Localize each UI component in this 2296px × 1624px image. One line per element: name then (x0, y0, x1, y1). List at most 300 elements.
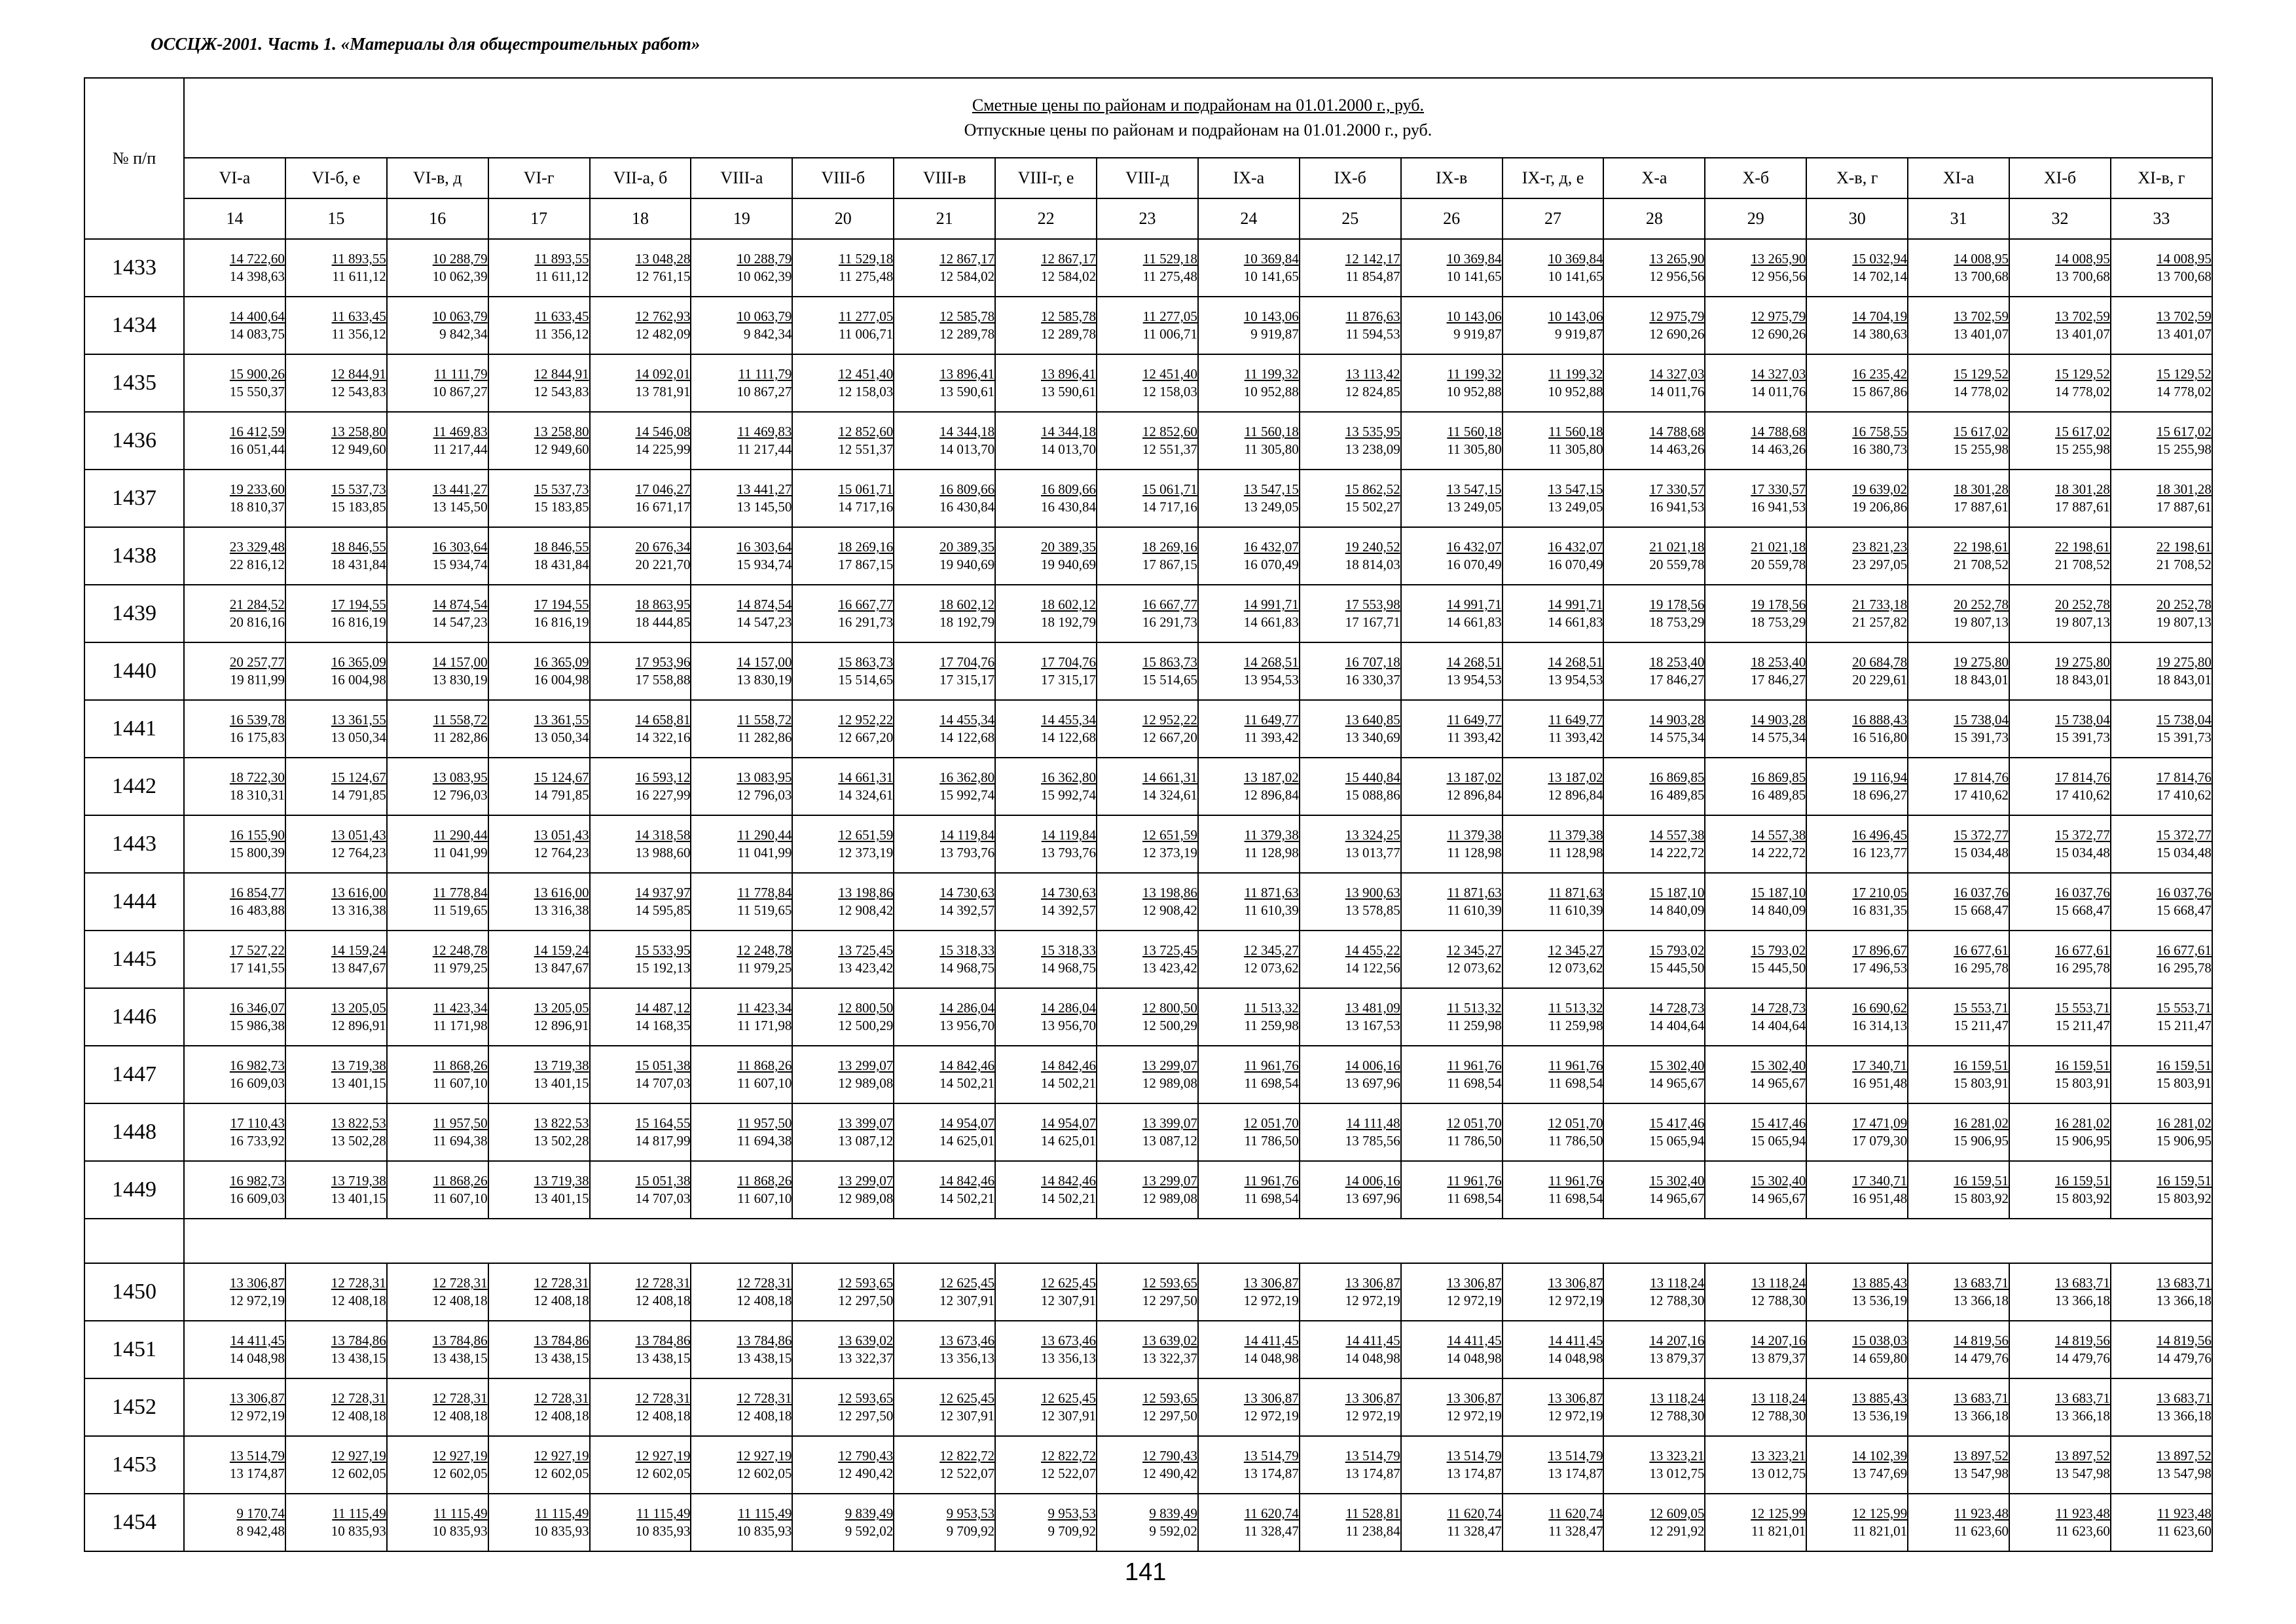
price-cell (488, 1321, 590, 1378)
estimate-price: 15 164,55 (635, 1115, 691, 1131)
estimate-price: 18 269,16 (1142, 539, 1197, 555)
release-price: 17 887,61 (2156, 499, 2212, 515)
price-cell (590, 758, 691, 815)
release-price: 11 519,65 (737, 902, 792, 918)
estimate-price: 15 129,52 (2156, 366, 2212, 382)
price-cell (184, 1436, 285, 1494)
price-cell (1401, 931, 1503, 988)
release-price: 11 259,98 (1447, 1018, 1502, 1033)
release-price: 14 463,26 (1649, 441, 1705, 457)
estimate-price: 16 432,07 (1548, 539, 1603, 555)
price-cell (1908, 527, 2009, 585)
release-price: 13 700,68 (2156, 268, 2212, 284)
price-cell (1705, 527, 1806, 585)
price-cell (792, 1263, 894, 1321)
release-price: 15 211,47 (1954, 1018, 2009, 1033)
region-header: VI-в, д (387, 158, 488, 198)
estimate-price: 17 471,09 (1852, 1115, 1908, 1131)
estimate-price: 12 927,19 (331, 1448, 386, 1464)
estimate-price: 13 481,09 (1345, 1000, 1400, 1016)
release-price: 20 559,78 (1649, 557, 1705, 572)
release-price: 16 004,98 (331, 672, 386, 688)
row-number: 1436 (84, 412, 184, 470)
estimate-price: 12 125,99 (1852, 1505, 1908, 1521)
release-price: 12 408,18 (432, 1408, 488, 1424)
price-cell (1603, 815, 1705, 873)
price-cell (995, 585, 1097, 642)
estimate-price: 14 159,24 (534, 942, 589, 958)
release-price: 16 951,48 (1852, 1075, 1908, 1091)
column-number: 32 (2009, 198, 2111, 239)
estimate-price: 14 788,68 (1751, 424, 1806, 439)
release-price: 11 821,01 (1852, 1523, 1908, 1539)
estimate-price: 13 306,87 (1548, 1390, 1603, 1406)
release-price: 11 238,84 (1345, 1523, 1400, 1539)
estimate-price: 16 496,45 (1852, 827, 1908, 843)
release-price: 12 500,29 (1142, 1018, 1197, 1033)
estimate-price: 13 514,79 (1345, 1448, 1400, 1464)
release-price: 16 227,99 (635, 787, 691, 803)
price-cell (1198, 1046, 1300, 1103)
estimate-price: 13 547,15 (1243, 481, 1299, 497)
estimate-price: 12 975,79 (1649, 308, 1705, 324)
price-cell (995, 931, 1097, 988)
price-cell (2111, 1103, 2212, 1161)
release-price: 13 366,18 (2054, 1408, 2110, 1424)
estimate-price: 16 854,77 (229, 885, 285, 900)
estimate-price: 13 900,63 (1345, 885, 1400, 900)
price-cell (1603, 931, 1705, 988)
price-cell (2111, 642, 2212, 700)
release-price: 13 956,70 (939, 1018, 995, 1033)
table-row (84, 873, 2212, 931)
price-cell (894, 1378, 995, 1436)
estimate-price: 16 281,02 (2156, 1115, 2212, 1131)
price-cell (894, 297, 995, 354)
release-price: 15 065,94 (1649, 1133, 1705, 1149)
release-price: 15 065,94 (1751, 1133, 1806, 1149)
release-price: 11 786,50 (1244, 1133, 1299, 1149)
estimate-price: 13 083,95 (737, 769, 792, 785)
release-price: 14 322,16 (635, 729, 691, 745)
estimate-price: 11 379,38 (1244, 827, 1299, 843)
release-price: 16 941,53 (1649, 499, 1705, 515)
release-price: 13 578,85 (1345, 902, 1400, 918)
price-cell (2009, 873, 2111, 931)
release-price: 14 048,98 (1345, 1350, 1400, 1366)
price-cell (1300, 1103, 1401, 1161)
price-cell (285, 297, 387, 354)
price-cell (1097, 873, 1198, 931)
estimate-price: 12 585,78 (939, 308, 995, 324)
price-cell (995, 239, 1097, 297)
price-cell (387, 1046, 488, 1103)
estimate-price: 13 683,71 (1954, 1390, 2009, 1406)
release-price: 13 174,87 (229, 1466, 285, 1481)
release-price: 12 490,42 (1142, 1466, 1197, 1481)
release-price: 18 696,27 (1852, 787, 1908, 803)
estimate-price: 11 961,76 (1548, 1173, 1603, 1189)
release-price: 15 906,95 (2156, 1133, 2212, 1149)
estimate-price: 18 269,16 (838, 539, 894, 555)
estimate-price: 13 702,59 (2054, 308, 2110, 324)
estimate-price: 13 514,79 (1243, 1448, 1299, 1464)
column-number: 24 (1198, 198, 1300, 239)
price-cell (691, 1161, 792, 1219)
estimate-price: 13 640,85 (1345, 712, 1400, 728)
release-price: 12 972,19 (1548, 1293, 1603, 1308)
estimate-price: 15 440,84 (1345, 769, 1400, 785)
estimate-price: 18 602,12 (939, 597, 995, 612)
release-price: 14 502,21 (939, 1075, 995, 1091)
price-cell (1300, 815, 1401, 873)
release-price: 14 575,34 (1751, 729, 1806, 745)
price-cell (1908, 700, 2009, 758)
estimate-price: 13 784,86 (331, 1333, 386, 1348)
release-price: 11 979,25 (737, 960, 792, 976)
table-row (84, 470, 2212, 527)
estimate-price: 13 535,95 (1345, 424, 1400, 439)
release-price: 13 340,69 (1345, 729, 1400, 745)
release-price: 15 800,39 (229, 845, 285, 860)
price-cell (792, 470, 894, 527)
document-header: ОССЦЖ-2001. Часть 1. «Материалы для общестроительных работ» (151, 34, 701, 54)
release-price: 12 896,91 (331, 1018, 386, 1033)
release-price: 12 972,19 (1345, 1293, 1400, 1308)
release-price: 14 840,09 (1751, 902, 1806, 918)
price-cell (2009, 1321, 2111, 1378)
price-cell (387, 1436, 488, 1494)
price-cell (995, 297, 1097, 354)
price-cell (285, 1046, 387, 1103)
release-price: 13 401,15 (331, 1075, 386, 1091)
price-cell (1503, 1046, 1604, 1103)
price-cell (1401, 297, 1503, 354)
price-cell (1603, 470, 1705, 527)
price-cell (1300, 1494, 1401, 1551)
release-price: 17 410,62 (1954, 787, 2009, 803)
price-cell (1401, 815, 1503, 873)
release-price: 12 408,18 (534, 1408, 589, 1424)
release-price: 11 259,98 (1548, 1018, 1603, 1033)
region-header: VIII-а (691, 158, 792, 198)
price-cell (1503, 758, 1604, 815)
price-cell (2111, 815, 2212, 873)
estimate-price: 14 207,16 (1751, 1333, 1806, 1348)
price-cell (1503, 1263, 1604, 1321)
estimate-price: 11 290,44 (737, 827, 792, 843)
price-cell (590, 297, 691, 354)
estimate-price: 20 252,78 (2054, 597, 2110, 612)
price-cell (285, 527, 387, 585)
estimate-price: 17 553,98 (1345, 597, 1400, 612)
estimate-price: 15 129,52 (2054, 366, 2110, 382)
price-cell (894, 931, 995, 988)
price-cell (1401, 527, 1503, 585)
price-cell (1908, 412, 2009, 470)
price-cell (1503, 412, 1604, 470)
estimate-price: 22 198,61 (2156, 539, 2212, 555)
release-price: 15 192,13 (635, 960, 691, 976)
release-price: 15 183,85 (534, 499, 589, 515)
release-price: 11 305,80 (1447, 441, 1502, 457)
release-price: 10 835,93 (635, 1523, 691, 1539)
price-cell (2111, 1046, 2212, 1103)
estimate-price: 14 411,45 (1548, 1333, 1603, 1348)
release-price: 22 816,12 (229, 557, 285, 572)
estimate-price: 13 896,41 (1041, 366, 1097, 382)
release-price: 12 602,05 (737, 1466, 792, 1481)
estimate-price: 11 961,76 (1447, 1173, 1502, 1189)
release-price: 13 547,98 (2054, 1466, 2110, 1481)
price-cell (995, 873, 1097, 931)
table-row (84, 585, 2212, 642)
price-cell (1300, 873, 1401, 931)
price-cell (184, 297, 285, 354)
estimate-price: 19 233,60 (229, 481, 285, 497)
price-cell (1908, 239, 2009, 297)
estimate-price: 14 728,73 (1751, 1000, 1806, 1016)
price-cell (792, 642, 894, 700)
price-cell (1097, 527, 1198, 585)
price-cell (2111, 412, 2212, 470)
estimate-price: 13 897,52 (2054, 1448, 2110, 1464)
price-cell (1300, 297, 1401, 354)
estimate-price: 17 330,57 (1751, 481, 1806, 497)
price-cell (995, 1378, 1097, 1436)
price-cell (995, 1263, 1097, 1321)
price-cell (2009, 700, 2111, 758)
price-cell (1198, 700, 1300, 758)
estimate-price: 16 037,76 (2156, 885, 2212, 900)
price-cell (1908, 585, 2009, 642)
estimate-price: 13 784,86 (737, 1333, 792, 1348)
table-row (84, 412, 2212, 470)
release-price: 13 401,15 (534, 1075, 589, 1091)
estimate-price: 11 469,83 (433, 424, 488, 439)
release-price: 11 328,47 (1244, 1523, 1299, 1539)
estimate-price: 15 302,40 (1649, 1173, 1705, 1189)
release-price: 17 141,55 (229, 960, 285, 976)
estimate-price: 12 728,31 (432, 1390, 488, 1406)
column-number: 20 (792, 198, 894, 239)
release-price: 15 502,27 (1345, 499, 1400, 515)
estimate-price: 13 323,21 (1649, 1448, 1705, 1464)
estimate-price: 14 344,18 (939, 424, 995, 439)
row-number: 1438 (84, 527, 184, 585)
estimate-price: 11 277,05 (839, 308, 894, 324)
release-price: 13 401,15 (331, 1190, 386, 1206)
estimate-price: 15 302,40 (1751, 1173, 1806, 1189)
estimate-price: 11 778,84 (737, 885, 792, 900)
estimate-price: 11 923,48 (1954, 1505, 2009, 1521)
estimate-price: 13 514,79 (1446, 1448, 1502, 1464)
release-price: 13 322,37 (1142, 1350, 1197, 1366)
release-price: 16 489,85 (1751, 787, 1806, 803)
estimate-price: 14 344,18 (1041, 424, 1097, 439)
estimate-price: 23 329,48 (229, 539, 285, 555)
estimate-price: 20 389,35 (939, 539, 995, 555)
estimate-price: 12 593,65 (1142, 1275, 1197, 1291)
estimate-price: 14 455,34 (939, 712, 995, 728)
price-cell (184, 700, 285, 758)
estimate-price: 18 722,30 (229, 769, 285, 785)
release-price: 16 483,88 (229, 902, 285, 918)
estimate-price: 14 546,08 (635, 424, 691, 439)
price-cell (1401, 354, 1503, 412)
price-cell (590, 700, 691, 758)
estimate-price: 16 593,12 (635, 769, 691, 785)
price-cell (1198, 988, 1300, 1046)
estimate-price: 13 897,52 (2156, 1448, 2212, 1464)
estimate-price: 11 558,72 (433, 712, 488, 728)
estimate-price: 17 194,55 (534, 597, 589, 612)
release-price: 13 547,98 (1954, 1466, 2009, 1481)
price-cell (894, 1046, 995, 1103)
price-cell (2009, 1494, 2111, 1551)
release-price: 11 305,80 (1548, 441, 1603, 457)
estimate-price: 11 529,18 (1142, 251, 1197, 267)
release-price: 15 668,47 (2054, 902, 2110, 918)
estimate-price: 13 306,87 (1446, 1390, 1502, 1406)
release-price: 14 707,03 (635, 1190, 691, 1206)
release-price: 12 949,60 (331, 441, 386, 457)
estimate-price: 16 235,42 (1852, 366, 1908, 382)
price-cell (1705, 1103, 1806, 1161)
price-cell (1097, 1046, 1198, 1103)
release-price: 14 222,72 (1751, 845, 1806, 860)
estimate-price: 12 345,27 (1446, 942, 1502, 958)
price-cell (1908, 873, 2009, 931)
estimate-price: 15 553,71 (2054, 1000, 2110, 1016)
release-price: 16 831,35 (1852, 902, 1908, 918)
release-price: 13 700,68 (1954, 268, 2009, 284)
estimate-price: 21 021,18 (1649, 539, 1705, 555)
price-cell (1097, 239, 1198, 297)
price-cell (995, 988, 1097, 1046)
estimate-price: 14 092,01 (635, 366, 691, 382)
price-cell (1806, 585, 1908, 642)
price-cell (1503, 354, 1604, 412)
estimate-price: 13 299,07 (1142, 1058, 1197, 1073)
estimate-price: 12 800,50 (838, 1000, 894, 1016)
release-price: 15 391,73 (2156, 729, 2212, 745)
price-cell (590, 1046, 691, 1103)
release-price: 11 006,71 (839, 326, 894, 342)
price-cell (995, 1046, 1097, 1103)
row-number: 1450 (84, 1263, 184, 1321)
price-cell (1705, 988, 1806, 1046)
estimate-price: 17 340,71 (1852, 1058, 1908, 1073)
column-number: 25 (1300, 198, 1401, 239)
release-price: 10 835,93 (534, 1523, 589, 1539)
estimate-price: 11 649,77 (1244, 712, 1299, 728)
estimate-price: 12 051,70 (1446, 1115, 1502, 1131)
estimate-price: 19 178,56 (1751, 597, 1806, 612)
release-price: 14 965,67 (1649, 1075, 1705, 1091)
price-cell (792, 1494, 894, 1551)
release-price: 11 623,60 (2055, 1523, 2110, 1539)
price-cell (1097, 988, 1198, 1046)
release-price: 14 463,26 (1751, 441, 1806, 457)
estimate-price: 12 790,43 (838, 1448, 894, 1464)
estimate-price: 12 728,31 (737, 1275, 792, 1291)
price-cell (1503, 1161, 1604, 1219)
estimate-price: 21 733,18 (1852, 597, 1908, 612)
release-price: 10 867,27 (432, 384, 488, 399)
price-cell (387, 297, 488, 354)
price-cell (894, 470, 995, 527)
release-price: 14 659,80 (1852, 1350, 1908, 1366)
estimate-price: 16 159,51 (2054, 1058, 2110, 1073)
release-price: 12 989,08 (1142, 1190, 1197, 1206)
release-price: 14 791,85 (534, 787, 589, 803)
price-cell (1603, 988, 1705, 1046)
estimate-price: 14 954,07 (939, 1115, 995, 1131)
estimate-price: 16 707,18 (1345, 654, 1400, 670)
release-price: 15 034,48 (1954, 845, 2009, 860)
estimate-price: 16 869,85 (1649, 769, 1705, 785)
release-price: 14 502,21 (1041, 1075, 1097, 1091)
price-cell (1806, 642, 1908, 700)
release-price: 11 393,42 (1548, 729, 1603, 745)
estimate-price: 11 199,32 (1244, 366, 1299, 382)
release-price: 12 500,29 (838, 1018, 894, 1033)
price-cell (1097, 758, 1198, 815)
release-price: 10 952,88 (1243, 384, 1299, 399)
estimate-price: 12 593,65 (838, 1275, 894, 1291)
estimate-price: 14 842,46 (939, 1058, 995, 1073)
price-cell (1198, 1263, 1300, 1321)
price-cell (285, 470, 387, 527)
release-price: 11 610,39 (1548, 902, 1603, 918)
column-number: 31 (1908, 198, 2009, 239)
estimate-price: 17 527,22 (229, 942, 285, 958)
price-cell (488, 527, 590, 585)
price-cell (792, 527, 894, 585)
price-cell (1603, 1103, 1705, 1161)
estimate-price: 13 719,38 (534, 1058, 589, 1073)
price-cell (2111, 1378, 2212, 1436)
release-price: 14 013,70 (1041, 441, 1097, 457)
release-price: 12 602,05 (432, 1466, 488, 1481)
release-price: 13 830,19 (432, 672, 488, 688)
price-cell (995, 412, 1097, 470)
estimate-price: 22 198,61 (2054, 539, 2110, 555)
price-cell (1503, 873, 1604, 931)
release-price: 14 595,85 (635, 902, 691, 918)
estimate-price: 16 281,02 (2054, 1115, 2110, 1131)
estimate-price: 15 417,46 (1751, 1115, 1806, 1131)
price-cell (1705, 239, 1806, 297)
price-cell (995, 470, 1097, 527)
price-cell (1097, 1263, 1198, 1321)
price-cell (1503, 700, 1604, 758)
estimate-price: 14 937,97 (635, 885, 691, 900)
price-cell (1705, 1046, 1806, 1103)
estimate-price: 16 690,62 (1852, 1000, 1908, 1016)
estimate-price: 9 839,49 (845, 1505, 894, 1521)
price-cell (691, 239, 792, 297)
estimate-price: 12 248,78 (432, 942, 488, 958)
price-cell (1503, 1103, 1604, 1161)
price-cell (488, 354, 590, 412)
price-cell (387, 815, 488, 873)
estimate-price: 15 051,38 (635, 1058, 691, 1073)
price-cell (1198, 297, 1300, 354)
estimate-price: 11 620,74 (1244, 1505, 1299, 1521)
price-cell (691, 1321, 792, 1378)
